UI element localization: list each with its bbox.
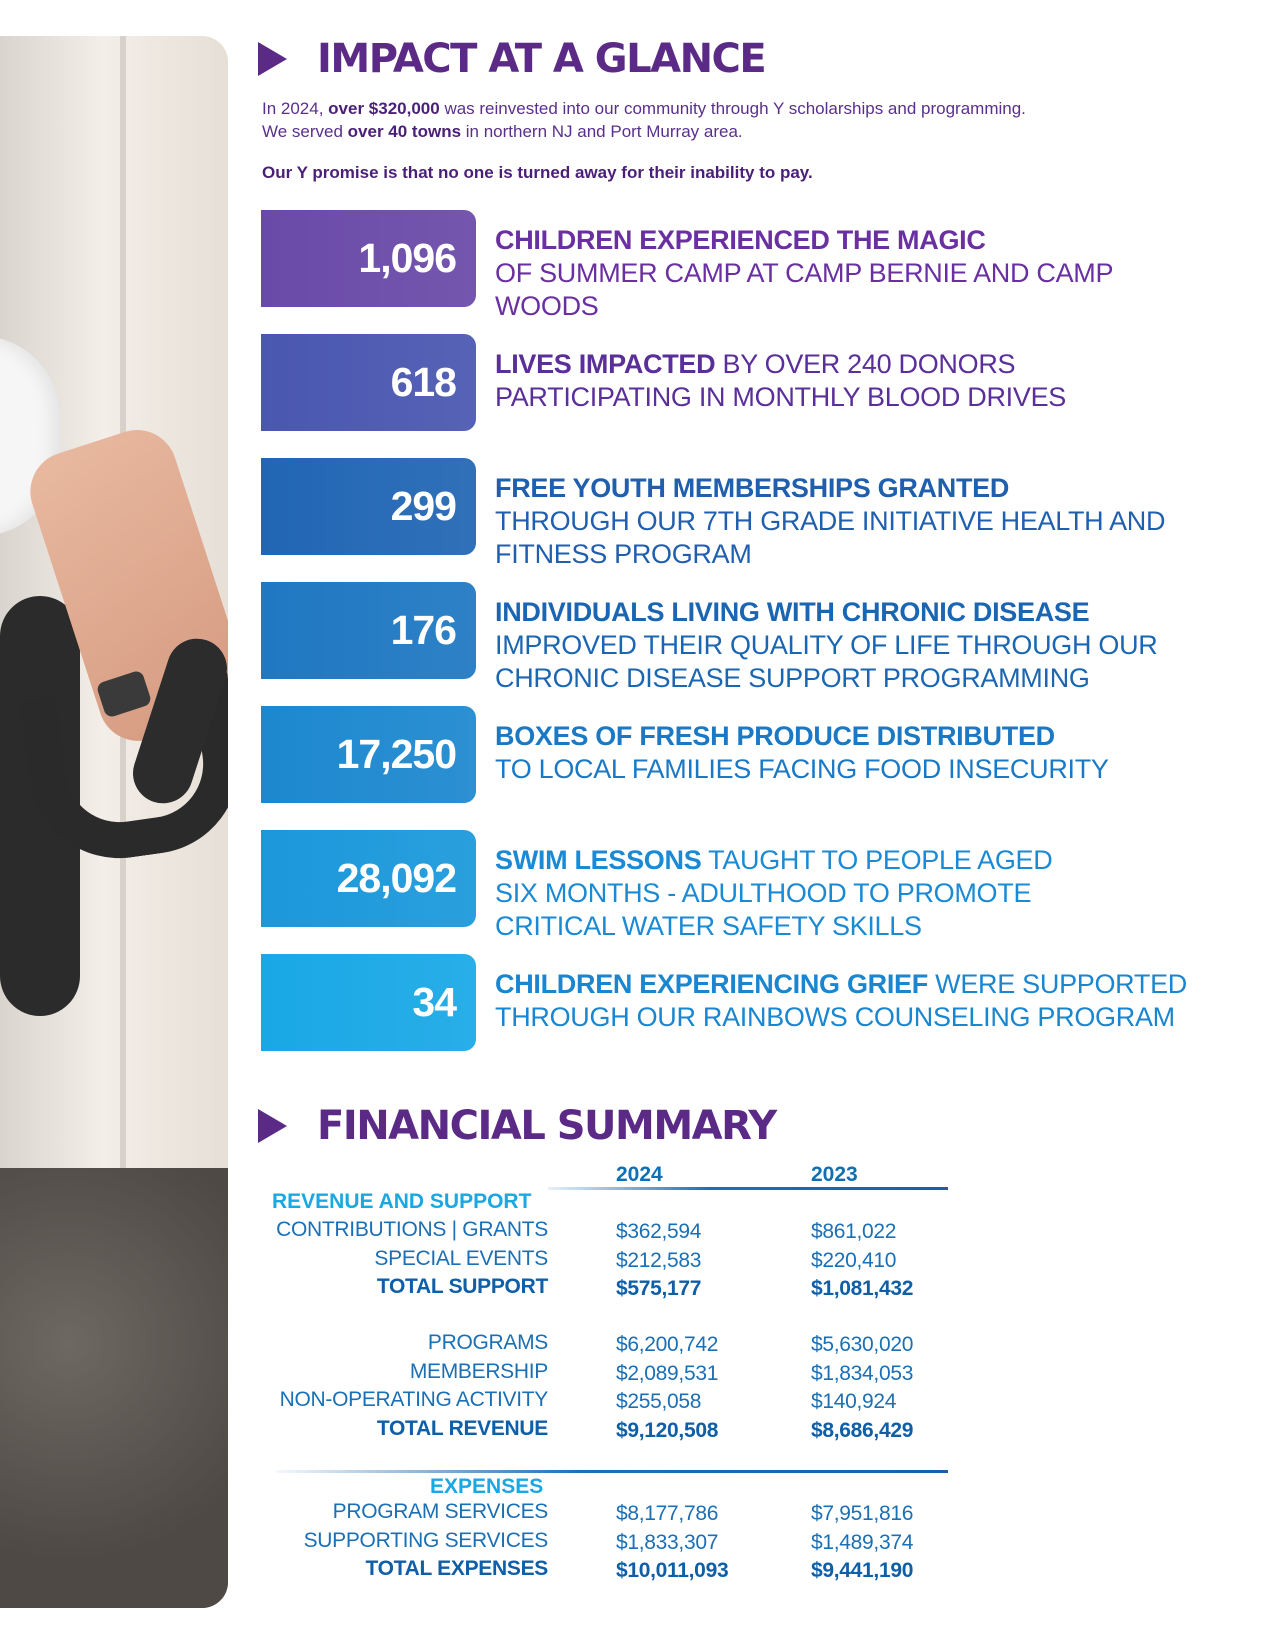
table-row bbox=[0, 1247, 1275, 1276]
intro-highlight: over 40 towns bbox=[347, 122, 462, 141]
stat-row bbox=[261, 706, 1221, 803]
stat-row bbox=[261, 954, 1221, 1051]
stat-line-3: FITNESS PROGRAM bbox=[495, 539, 752, 569]
value-2024: $255,058 bbox=[616, 1390, 702, 1413]
financial-heading bbox=[258, 1103, 776, 1149]
stat-highlight: CHILDREN EXPERIENCED THE MAGIC bbox=[495, 225, 986, 255]
value-2023: $5,630,020 bbox=[811, 1333, 914, 1356]
value-2023: $8,686,429 bbox=[811, 1418, 914, 1442]
stat-number-box: 618 bbox=[261, 334, 476, 431]
table-row bbox=[0, 1218, 1275, 1247]
value-2024: $362,594 bbox=[616, 1220, 702, 1243]
stat-description bbox=[495, 224, 1215, 323]
column-year-2023: 2023 bbox=[811, 1163, 858, 1186]
value-2024: $575,177 bbox=[616, 1277, 702, 1300]
stat-line-3: CHRONIC DISEASE SUPPORT PROGRAMMING bbox=[495, 663, 1090, 693]
intro-line-1 bbox=[262, 97, 1192, 120]
stat-description bbox=[495, 348, 1215, 414]
stat-line-1 bbox=[495, 720, 1215, 753]
value-2023: $7,951,816 bbox=[811, 1502, 914, 1525]
stat-highlight: BOXES OF FRESH PRODUCE DISTRIBUTED bbox=[495, 721, 1055, 751]
stat-highlight: SWIM LESSONS bbox=[495, 845, 702, 875]
stat-line-2: THROUGH OUR 7TH GRADE INITIATIVE HEALTH AND bbox=[495, 506, 1166, 536]
table-row bbox=[0, 1331, 1275, 1360]
row-label: SUPPORTING SERVICES bbox=[303, 1528, 548, 1552]
stat-line-1-rest: TAUGHT TO PEOPLE AGED bbox=[701, 845, 1053, 875]
stat-line-2: IMPROVED THEIR QUALITY OF LIFE THROUGH OUR bbox=[495, 630, 1158, 660]
stat-line-3: CRITICAL WATER SAFETY SKILLS bbox=[495, 911, 922, 941]
value-2024: $1,833,307 bbox=[616, 1530, 719, 1554]
stat-line-1 bbox=[495, 968, 1215, 1001]
stat-line-1-rest: WERE SUPPORTED bbox=[927, 969, 1187, 999]
row-label: SPECIAL EVENTS bbox=[374, 1246, 548, 1270]
row-label: NON-OPERATING ACTIVITY bbox=[279, 1388, 548, 1411]
row-label: TOTAL EXPENSES bbox=[365, 1557, 548, 1580]
value-2023: $1,834,053 bbox=[811, 1361, 914, 1385]
table-row bbox=[0, 1360, 1275, 1389]
stat-number-box: 28,092 bbox=[261, 830, 476, 927]
stat-highlight: CHILDREN EXPERIENCING GRIEF bbox=[495, 969, 928, 999]
stat-row bbox=[261, 458, 1221, 569]
stat-line-2: SIX MONTHS - ADULTHOOD TO PROMOTE bbox=[495, 878, 1032, 908]
stat-number-box: 1,096 bbox=[261, 210, 476, 307]
stat-line-2: TO LOCAL FAMILIES FACING FOOD INSECURITY bbox=[495, 754, 1109, 784]
stat-line-2: OF SUMMER CAMP AT CAMP BERNIE AND CAMP WOODS bbox=[495, 258, 1113, 321]
impact-title: IMPACT AT A GLANCE bbox=[317, 36, 766, 82]
intro-highlight: over $320,000 bbox=[328, 99, 440, 118]
financial-title: FINANCIAL SUMMARY bbox=[317, 1103, 776, 1149]
expenses-rule bbox=[276, 1470, 948, 1473]
value-2023: $861,022 bbox=[811, 1220, 897, 1243]
row-label: PROGRAM SERVICES bbox=[332, 1500, 548, 1523]
value-2024: $9,120,508 bbox=[616, 1418, 719, 1442]
stat-line-1-rest: BY OVER 240 DONORS bbox=[715, 349, 1016, 379]
table-row bbox=[0, 1529, 1275, 1558]
value-2024: $10,011,093 bbox=[616, 1559, 729, 1582]
stat-description bbox=[495, 844, 1215, 943]
row-label: CONTRIBUTIONS | GRANTS bbox=[276, 1218, 548, 1241]
value-2023: $1,081,432 bbox=[811, 1277, 914, 1300]
value-2024: $8,177,786 bbox=[616, 1502, 719, 1525]
stat-description bbox=[495, 720, 1215, 786]
value-2024: $2,089,531 bbox=[616, 1361, 719, 1385]
intro-text: We served bbox=[262, 122, 348, 141]
stat-description bbox=[495, 968, 1215, 1034]
stat-highlight: LIVES IMPACTED bbox=[495, 349, 716, 379]
impact-heading bbox=[258, 36, 765, 82]
column-year-2024: 2024 bbox=[616, 1163, 663, 1186]
stat-row bbox=[261, 334, 1221, 431]
table-row bbox=[0, 1500, 1275, 1529]
stat-description bbox=[495, 596, 1215, 695]
stat-line-1 bbox=[495, 472, 1215, 505]
stat-number-box: 34 bbox=[261, 954, 476, 1051]
stat-line-2: PARTICIPATING IN MONTHLY BLOOD DRIVES bbox=[495, 382, 1066, 412]
value-2023: $1,489,374 bbox=[811, 1530, 914, 1554]
play-arrow-icon bbox=[258, 42, 287, 76]
value-2024: $212,583 bbox=[616, 1248, 702, 1272]
row-label: TOTAL REVENUE bbox=[376, 1416, 548, 1440]
stat-description bbox=[495, 472, 1215, 571]
stat-number-box: 176 bbox=[261, 582, 476, 679]
stat-line-1 bbox=[495, 348, 1215, 381]
total-row bbox=[0, 1557, 1275, 1586]
stat-row bbox=[261, 582, 1221, 693]
value-2023: $9,441,190 bbox=[811, 1559, 914, 1582]
stat-line-1 bbox=[495, 844, 1215, 877]
intro-text: was reinvested into our community through Y scholarships and programming. bbox=[439, 99, 1026, 118]
row-label: TOTAL SUPPORT bbox=[376, 1275, 548, 1298]
intro-text: In 2024, bbox=[262, 99, 329, 118]
stat-line-2: THROUGH OUR RAINBOWS COUNSELING PROGRAM bbox=[495, 1002, 1175, 1032]
stat-line-1 bbox=[495, 596, 1215, 629]
intro-text: in northern NJ and Port Murray area. bbox=[461, 122, 743, 141]
impact-intro bbox=[262, 97, 1192, 143]
y-promise: Our Y promise is that no one is turned away for their inability to pay. bbox=[262, 163, 813, 182]
stat-row bbox=[261, 210, 1221, 321]
value-2024: $6,200,742 bbox=[616, 1333, 719, 1356]
stat-number-box: 299 bbox=[261, 458, 476, 555]
total-row bbox=[0, 1417, 1275, 1446]
stat-number-box: 17,250 bbox=[261, 706, 476, 803]
row-label: MEMBERSHIP bbox=[409, 1359, 548, 1383]
revenue-section-title: REVENUE AND SUPPORT bbox=[272, 1190, 532, 1213]
stat-highlight: FREE YOUTH MEMBERSHIPS GRANTED bbox=[495, 473, 1010, 503]
header-rule bbox=[548, 1187, 948, 1190]
stat-highlight: INDIVIDUALS LIVING WITH CHRONIC DISEASE bbox=[495, 597, 1090, 627]
play-arrow-icon bbox=[258, 1109, 287, 1143]
value-2023: $220,410 bbox=[811, 1248, 897, 1272]
intro-line-2 bbox=[262, 120, 1192, 143]
total-row bbox=[0, 1275, 1275, 1304]
table-row bbox=[0, 1388, 1275, 1417]
value-2023: $140,924 bbox=[811, 1390, 897, 1413]
stat-row bbox=[261, 830, 1221, 941]
stat-line-1 bbox=[495, 224, 1215, 257]
row-label: PROGRAMS bbox=[427, 1331, 548, 1354]
expenses-section-title: EXPENSES bbox=[430, 1475, 544, 1498]
